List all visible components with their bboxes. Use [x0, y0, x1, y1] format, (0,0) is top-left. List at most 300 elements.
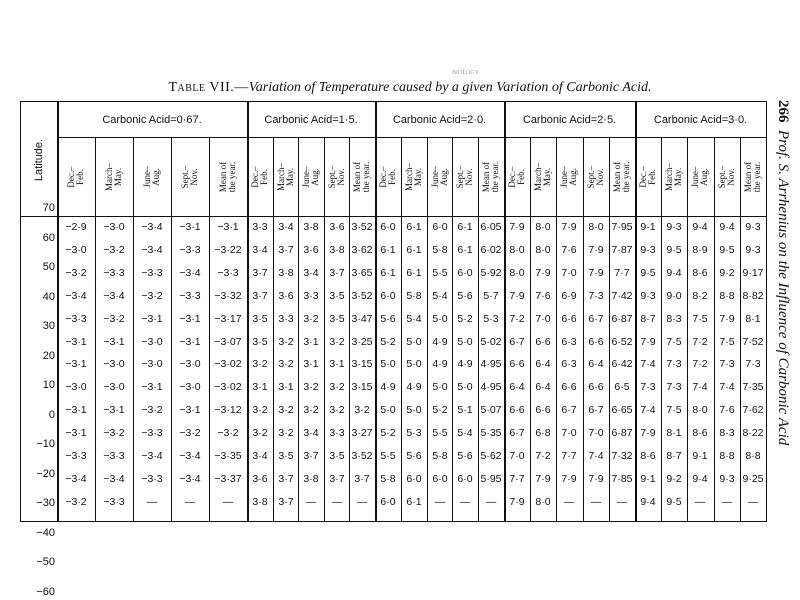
- column-header: [324, 138, 350, 216]
- table-cell: 3·2: [303, 404, 319, 417]
- table-cell: —: [184, 495, 196, 508]
- table-cell: 6·1: [406, 266, 422, 279]
- latitude-label: −50: [36, 556, 55, 568]
- column-header: [530, 138, 556, 216]
- table-cell: −3·3: [65, 312, 87, 325]
- column-header: [133, 138, 171, 216]
- table-cell: 7·42: [611, 289, 633, 302]
- table-cell: 6·6: [509, 404, 525, 417]
- table-cell: 3·4: [252, 450, 268, 462]
- table-cell: 9·4: [692, 472, 708, 485]
- table-cell: 8·6: [640, 450, 656, 462]
- table-cell: 7·62: [742, 404, 764, 417]
- table-cell: 7·9: [588, 472, 604, 485]
- table-cell: 9·1: [640, 221, 656, 233]
- column-header: [556, 138, 582, 216]
- table-cell: 5·0: [457, 335, 473, 348]
- table-cell: 3·15: [351, 358, 373, 371]
- table-cell: 8·2: [692, 289, 708, 302]
- column-header-label: June– Aug.: [142, 166, 161, 188]
- column-header: [635, 138, 661, 216]
- table-cell: 6·4: [535, 381, 551, 394]
- column-header: [609, 138, 635, 216]
- table-cell: 7·3: [588, 289, 604, 302]
- table-cell: 9·3: [745, 243, 761, 256]
- table-cell: −3·0: [141, 358, 163, 371]
- table-cell: —: [459, 495, 471, 508]
- table-cell: 6·3: [561, 335, 577, 348]
- column-header: [661, 138, 687, 216]
- table-cell: 3·7: [278, 495, 294, 508]
- table-cell: 5·0: [406, 404, 422, 417]
- table-cell: 3·7: [278, 472, 294, 485]
- group-header: Carbonic Acid=0·67.: [102, 113, 202, 126]
- table-cell: 5·07: [480, 404, 502, 417]
- column-header: [427, 138, 453, 216]
- column-header-label: Dec.– Feb.: [507, 166, 526, 188]
- table-cell: 7·0: [561, 266, 577, 279]
- table-cell: −3·4: [103, 289, 125, 302]
- table-cell: 5·7: [483, 289, 499, 302]
- table-cell: −3·2: [65, 495, 87, 508]
- table-cell: 5·0: [380, 404, 396, 417]
- table-cell: 8·9: [692, 243, 708, 256]
- table-cell: 7·4: [640, 404, 656, 417]
- table-cell: 7·9: [561, 472, 577, 485]
- table-cell: 6·7: [588, 404, 604, 417]
- table-cell: 6·6: [509, 358, 525, 371]
- table-cell: 8·0: [535, 495, 551, 508]
- table-cell: 7·5: [666, 335, 682, 348]
- table-cell: −3·4: [179, 450, 201, 462]
- table-cell: 5·3: [406, 427, 422, 440]
- table-cell: 6·0: [457, 472, 473, 485]
- table-cell: −3·3: [103, 266, 125, 279]
- column-header-label: Sept.– Nov.: [586, 165, 605, 189]
- column-header-label: March– May.: [533, 163, 552, 191]
- table-cell: 7·0: [588, 427, 604, 440]
- table-cell: −3·2: [103, 427, 125, 440]
- table-cell: 3·2: [329, 335, 345, 348]
- table-cell: 3·8: [278, 266, 294, 279]
- running-head-text: [774, 100, 791, 445]
- table-cell: 6·02: [480, 243, 502, 256]
- table-cell: 8·7: [640, 312, 656, 325]
- table-cell: 6·4: [509, 381, 525, 394]
- table-cell: −2·9: [65, 221, 87, 233]
- column-header-label: Dec.– Feb.: [66, 166, 85, 188]
- table-cell: 6·1: [457, 243, 473, 256]
- table-cell: 8·0: [588, 221, 604, 233]
- table-cell: 3·2: [303, 312, 319, 325]
- table-cell: 3·52: [351, 289, 373, 302]
- data-table: [20, 101, 767, 598]
- table-cell: 4·9: [432, 358, 448, 371]
- table-cell: 6·6: [561, 312, 577, 325]
- table-cell: 7·5: [692, 312, 708, 325]
- table-cell: 6·4: [588, 358, 604, 371]
- latitude-label: 10: [42, 379, 55, 391]
- table-cell: 5·4: [432, 289, 448, 302]
- table-cell: 5·4: [406, 312, 422, 325]
- table-cell: 3·5: [252, 312, 268, 325]
- table-cell: 7·4: [719, 381, 735, 394]
- table-cell: −3·4: [179, 266, 201, 279]
- table-cell: 8·6: [692, 427, 708, 440]
- table-cell: 8·8: [719, 450, 735, 462]
- table-cell: 9·5: [719, 243, 735, 256]
- table-cell: −3·07: [214, 335, 242, 348]
- table-cell: 3·5: [252, 335, 268, 348]
- column-header: [375, 138, 401, 216]
- table-cell: 7·9: [509, 289, 525, 302]
- column-header-label: March– May.: [276, 163, 295, 191]
- table-cell: −3·4: [141, 221, 163, 233]
- table-cell: 7·3: [666, 381, 682, 394]
- table-cell: 6·3: [561, 358, 577, 371]
- latitude-label: 60: [42, 231, 55, 244]
- table-cell: −3·12: [214, 404, 242, 417]
- table-cell: 6·9: [561, 289, 577, 302]
- table-cell: 7·35: [742, 381, 764, 394]
- table-cell: 9·0: [666, 289, 682, 302]
- table-cell: 7·2: [535, 450, 551, 462]
- table-cell: 9·3: [640, 243, 656, 256]
- table-cell: 7·52: [742, 335, 764, 348]
- table-cell: −3·3: [65, 450, 87, 462]
- column-header: [95, 138, 133, 216]
- column-header-label: June– Aug.: [559, 166, 578, 188]
- table-cell: −3·1: [179, 221, 201, 233]
- table-cell: 6·1: [406, 221, 422, 233]
- table-cell: 7·7: [614, 266, 630, 279]
- table-cell: 3·65: [351, 266, 373, 279]
- table-cell: —: [222, 495, 234, 508]
- table-cell: 4·95: [480, 358, 502, 371]
- table-cell: —: [590, 495, 602, 508]
- table-cell: 3·1: [252, 381, 268, 394]
- table-cell: 3·6: [303, 243, 319, 256]
- table-cell: 6·4: [535, 358, 551, 371]
- table-cell: 6·0: [406, 472, 422, 485]
- table-cell: 7·5: [719, 335, 735, 348]
- table-cell: 3·4: [303, 427, 319, 440]
- group-header: Carbonic Acid=1·5.: [264, 113, 358, 126]
- latitude-label: −30: [36, 497, 55, 509]
- table-cell: 3·1: [329, 358, 345, 371]
- table-cell: 5·3: [483, 312, 499, 325]
- table-cell: 8·8: [719, 289, 735, 302]
- table-cell: −3·02: [214, 358, 242, 371]
- table-cell: 7·9: [561, 221, 577, 233]
- column-header-label: Mean of the year.: [612, 161, 631, 193]
- table-cell: 5·62: [480, 450, 502, 462]
- latitude-label: 30: [42, 320, 55, 332]
- table-cell: 6·6: [588, 335, 604, 348]
- table-cell: 6·0: [380, 495, 396, 508]
- table-cell: 3·62: [351, 243, 373, 256]
- table-cell: 3·7: [354, 472, 370, 485]
- table-cell: 5·5: [380, 450, 396, 462]
- table-cell: −3·4: [179, 472, 201, 485]
- running-head: [770, 100, 796, 550]
- table-cell: −3·3: [217, 266, 239, 279]
- table-cell: 6·7: [509, 335, 525, 348]
- table-cell: 4·9: [457, 358, 473, 371]
- table-cell: 9·4: [692, 221, 708, 233]
- table-cell: 8·6: [692, 266, 708, 279]
- table-cell: −3·3: [103, 495, 125, 508]
- table-cell: −3·1: [65, 427, 87, 440]
- table-cell: −3·4: [103, 472, 125, 485]
- table-cell: —: [331, 495, 343, 508]
- column-header: [478, 138, 504, 216]
- table-cell: 6·1: [406, 243, 422, 256]
- table-cell: −3·1: [103, 335, 125, 348]
- table-cell: 8·0: [535, 221, 551, 233]
- latitude-label: 0: [48, 408, 55, 421]
- table-cell: 3·5: [329, 312, 345, 325]
- table-cell: 6·0: [380, 221, 396, 233]
- table-cell: 7·0: [561, 427, 577, 440]
- table-cell: 6·6: [588, 381, 604, 394]
- table-cell: −3·1: [65, 404, 87, 417]
- table-cell: 7·0: [535, 312, 551, 325]
- table-cell: −3·3: [141, 266, 163, 279]
- table-cell: —: [485, 495, 497, 508]
- column-header: [171, 138, 209, 216]
- table-cell: 6·6: [535, 335, 551, 348]
- column-header-label: Dec.– Feb.: [378, 166, 397, 188]
- column-header-label: Dec.– Feb.: [250, 166, 269, 188]
- table-cell: 3·15: [351, 381, 373, 394]
- column-header: [583, 138, 609, 216]
- group-header: Carbonic Acid=2·5.: [522, 113, 617, 126]
- column-header-label: Mean of the year.: [218, 161, 237, 193]
- table-cell: 3·4: [278, 221, 294, 233]
- table-cell: —: [747, 495, 759, 508]
- table-cell: 3·8: [303, 221, 319, 233]
- table-cell: 9·2: [666, 472, 682, 485]
- table-cell: —: [146, 495, 158, 508]
- latitude-header-label: Latitude.: [33, 138, 46, 181]
- table-cell: 5·0: [432, 312, 448, 325]
- table-cell: −3·3: [141, 427, 163, 440]
- table-cell: −3·1: [179, 335, 201, 348]
- table-cell: 8·82: [742, 289, 764, 302]
- table-cell: 7·4: [640, 358, 656, 371]
- table-cell: 6·0: [457, 266, 473, 279]
- latitude-label: −40: [36, 526, 55, 539]
- table-cell: 9·1: [692, 450, 708, 462]
- running-head-title: Prof. S. Arrhenius on the Influence of Carbonic Acid: [775, 130, 791, 446]
- table-cell: −3·17: [214, 312, 242, 325]
- table-cell: 5·5: [432, 427, 448, 440]
- group-header: Carbonic Acid=2·0.: [392, 113, 487, 126]
- table-cell: 6·6: [561, 381, 577, 394]
- table-cell: 9·3: [640, 289, 656, 302]
- table-cell: 7·85: [611, 472, 633, 485]
- table-cell: 9·5: [666, 495, 682, 508]
- table-cell: 3·25: [351, 335, 373, 348]
- table-cell: 7·6: [535, 289, 551, 302]
- column-header-label: March– May.: [404, 163, 423, 191]
- table-cell: 8·3: [719, 427, 735, 440]
- table-cell: 9·3: [745, 221, 761, 233]
- table-cell: 7·95: [611, 221, 633, 233]
- table-cell: 9·4: [666, 266, 682, 279]
- column-header: [504, 138, 530, 216]
- table-cell: −3·1: [217, 221, 239, 233]
- table-cell: −3·1: [179, 312, 201, 325]
- table-cell: 4·9: [406, 381, 422, 394]
- table-cell: 7·3: [719, 358, 735, 371]
- table-cell: 5·6: [457, 450, 473, 462]
- table-cell: 7·87: [611, 243, 633, 256]
- table-cell: 3·52: [351, 450, 373, 462]
- table-number: Table VII.—: [168, 80, 249, 95]
- column-header: [209, 138, 247, 216]
- table-cell: −3·3: [179, 243, 201, 256]
- table-cell: 6·1: [380, 266, 396, 279]
- table-cell: 9·2: [719, 266, 735, 279]
- column-header-label: Sept.– Nov.: [327, 165, 346, 189]
- table-cell: −3·2: [65, 266, 87, 279]
- table-cell: 3·1: [303, 358, 319, 371]
- column-header: [687, 138, 713, 216]
- table-caption: Variation of Temperature caused by a given Variation of Carbonic Acid.: [248, 80, 652, 95]
- table-cell: 3·3: [252, 221, 268, 233]
- latitude-label: 50: [42, 261, 55, 273]
- table-cell: 8·8: [745, 450, 761, 462]
- column-header: [247, 138, 273, 216]
- table-cell: 3·5: [278, 450, 294, 462]
- table-cell: 5·5: [432, 266, 448, 279]
- table-cell: 3·2: [278, 427, 294, 440]
- table-cell: 7·6: [561, 243, 577, 256]
- table-cell: −3·2: [141, 289, 163, 302]
- table-cell: 3·2: [354, 404, 370, 417]
- table-cell: 3·3: [303, 289, 319, 302]
- column-header: [714, 138, 740, 216]
- table-cell: 7·9: [588, 243, 604, 256]
- table-cell: 5·2: [432, 404, 448, 417]
- table-cell: 7·9: [719, 312, 735, 325]
- table-cell: −3·4: [65, 472, 87, 485]
- latitude-header: [21, 102, 57, 217]
- table-cell: 6·7: [588, 312, 604, 325]
- table-cell: 7·3: [666, 358, 682, 371]
- table-cell: 3·7: [303, 450, 319, 462]
- table-cell: −3·0: [65, 243, 87, 256]
- table-cell: −3·0: [179, 358, 201, 371]
- table-cell: 3·5: [329, 289, 345, 302]
- table-cell: 8·7: [666, 450, 682, 462]
- table-cell: −3·1: [179, 404, 201, 417]
- table-cell: 5·8: [432, 450, 448, 462]
- table-cell: −3·32: [214, 289, 242, 302]
- table-cell: −3·22: [214, 243, 242, 256]
- table-cell: 3·8: [329, 243, 345, 256]
- latitude-label: −10: [36, 438, 55, 450]
- table-cell: 7·3: [745, 358, 761, 371]
- table-cell: 5·95: [480, 472, 502, 485]
- table-cell: −3·4: [65, 289, 87, 302]
- table-cell: 3·2: [278, 335, 294, 348]
- table-cell: −3·1: [141, 312, 163, 325]
- column-header-label: June– Aug.: [430, 166, 449, 188]
- table-cell: −3·0: [65, 381, 87, 394]
- column-header: [349, 138, 375, 216]
- table-cell: 6·87: [611, 427, 633, 440]
- table-cell: 9·3: [719, 472, 735, 485]
- table-cell: 9·5: [640, 266, 656, 279]
- table-cell: 3·6: [278, 289, 294, 302]
- table-cell: 7·4: [588, 450, 604, 462]
- table-cell: 3·7: [329, 266, 345, 279]
- table-cell: —: [356, 495, 368, 508]
- table-cell: −3·1: [65, 358, 87, 371]
- table-cell: 9·3: [666, 221, 682, 233]
- table-cell: 3·8: [252, 495, 268, 508]
- table-cell: 6·1: [380, 243, 396, 256]
- latitude-label: −60: [36, 585, 55, 598]
- table-cell: 3·2: [252, 404, 268, 417]
- table-cell: −3·2: [103, 312, 125, 325]
- table-cell: 9·4: [719, 221, 735, 233]
- table-cell: 7·0: [509, 450, 525, 462]
- table-cell: 3·2: [329, 404, 345, 417]
- table-cell: 6·0: [432, 472, 448, 485]
- group-header: Carbonic Acid=3·0.: [653, 113, 748, 126]
- column-header: [57, 138, 95, 216]
- column-header: [452, 138, 478, 216]
- table-cell: 3·2: [329, 381, 345, 394]
- table-cell: 3·3: [329, 427, 345, 440]
- table-cell: 7·2: [692, 358, 708, 371]
- table-cell: 3·2: [252, 427, 268, 440]
- latitude-label: 70: [42, 202, 55, 214]
- table-cell: 6·0: [380, 289, 396, 302]
- table-cell: 3·2: [278, 358, 294, 371]
- table-cell: −3·0: [179, 381, 201, 394]
- table-cell: 5·0: [457, 381, 473, 394]
- table-cell: 9·17: [742, 266, 764, 279]
- table-cell: −3·37: [214, 472, 242, 485]
- table-cell: 7·3: [640, 381, 656, 394]
- table-cell: 7·9: [509, 495, 525, 508]
- table-cell: 6·65: [611, 404, 633, 417]
- table-cell: −3·2: [179, 427, 201, 440]
- table-cell: 3·2: [278, 404, 294, 417]
- table-cell: −3·02: [214, 381, 242, 394]
- table-cell: 8·0: [692, 404, 708, 417]
- table-cell: 3·7: [278, 243, 294, 256]
- table-cell: 3·7: [329, 472, 345, 485]
- table-cell: 6·7: [509, 427, 525, 440]
- table-cell: 4·95: [480, 381, 502, 394]
- table-cell: 6·1: [457, 221, 473, 233]
- table-cell: 5·4: [457, 427, 473, 440]
- table-cell: −3·4: [141, 450, 163, 462]
- table-cell: −3·2: [217, 427, 239, 440]
- table-cell: −3·1: [65, 335, 87, 348]
- table-cell: 5·8: [380, 472, 396, 485]
- table-cell: 7·7: [509, 472, 525, 485]
- table-cell: 5·6: [457, 289, 473, 302]
- table-cell: 6·52: [611, 335, 633, 348]
- column-header-label: March– May.: [104, 163, 123, 191]
